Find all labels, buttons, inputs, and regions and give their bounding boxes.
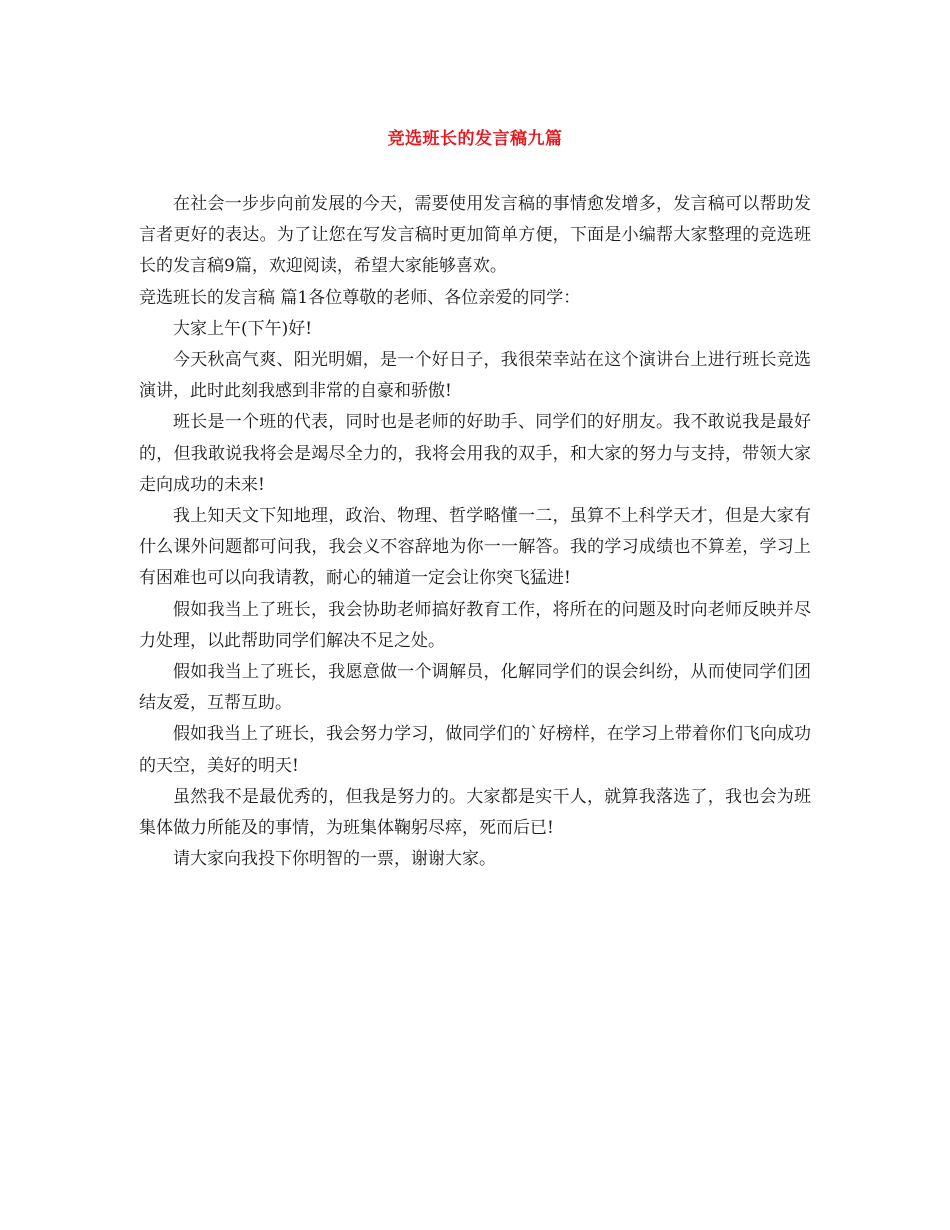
paragraph-intro: 在社会一步步向前发展的今天，需要使用发言稿的事情愈发增多，发言稿可以帮助发言者更好的表达。为了让您在写发言稿时更加简单方便，下面是小编帮大家整理的竞选班长的发言稿9篇，欢迎阅读，希望大家能够喜欢。 xyxy=(139,194,811,277)
paragraph-closing: 请大家向我投下你明智的一票，谢谢大家。 xyxy=(173,849,496,870)
paragraph: 假如我当上了班长，我会协助老师搞好教育工作，将所在的问题及时向老师反映并尽力处理，以此帮助同学们解决不足之处。 xyxy=(139,599,811,651)
document-title: 竞选班长的发言稿九篇 xyxy=(387,129,563,149)
paragraph: 假如我当上了班长，我愿意做一个调解员，化解同学们的误会纠纷，从而使同学们团结友爱，互帮互助。 xyxy=(139,662,811,714)
paragraph: 班长是一个班的代表，同时也是老师的好助手、同学们的好朋友。我不敢说我是最好的，但我敢说我将会是竭尽全力的，我将会用我的双手，和大家的努力与支持，带领大家走向成功的未来! xyxy=(139,412,811,495)
paragraph: 虽然我不是最优秀的，但我是努力的。大家都是实干人，就算我落选了，我也会为班集体做力所能及的事情，为班集体鞠躬尽瘁，死而后已! xyxy=(139,786,811,839)
paragraph: 今天秋高气爽、阳光明媚，是一个好日子，我很荣幸站在这个演讲台上进行班长竞选演讲，此时此刻我感到非常的自豪和骄傲! xyxy=(139,350,811,402)
paragraph: 假如我当上了班长，我会努力学习，做同学们的`好榜样，在学习上带着你们飞向成功的天空，美好的明天! xyxy=(139,724,811,776)
document-body xyxy=(139,189,811,875)
paragraph-greeting: 大家上午(下午)好! xyxy=(173,318,313,339)
paragraph: 我上知天文下知地理，政治、物理、哲学略懂一二，虽算不上科学天才，但是大家有什么课外问题都可问我，我会义不容辞地为你一一解答。我的学习成绩也不算差，学习上有困难也可以向我请教，耐心的辅道一定会让你突飞猛进! xyxy=(139,506,811,589)
paragraph-heading-1: 竞选班长的发言稿 篇1各位尊敬的老师、各位亲爱的同学： xyxy=(139,287,581,308)
